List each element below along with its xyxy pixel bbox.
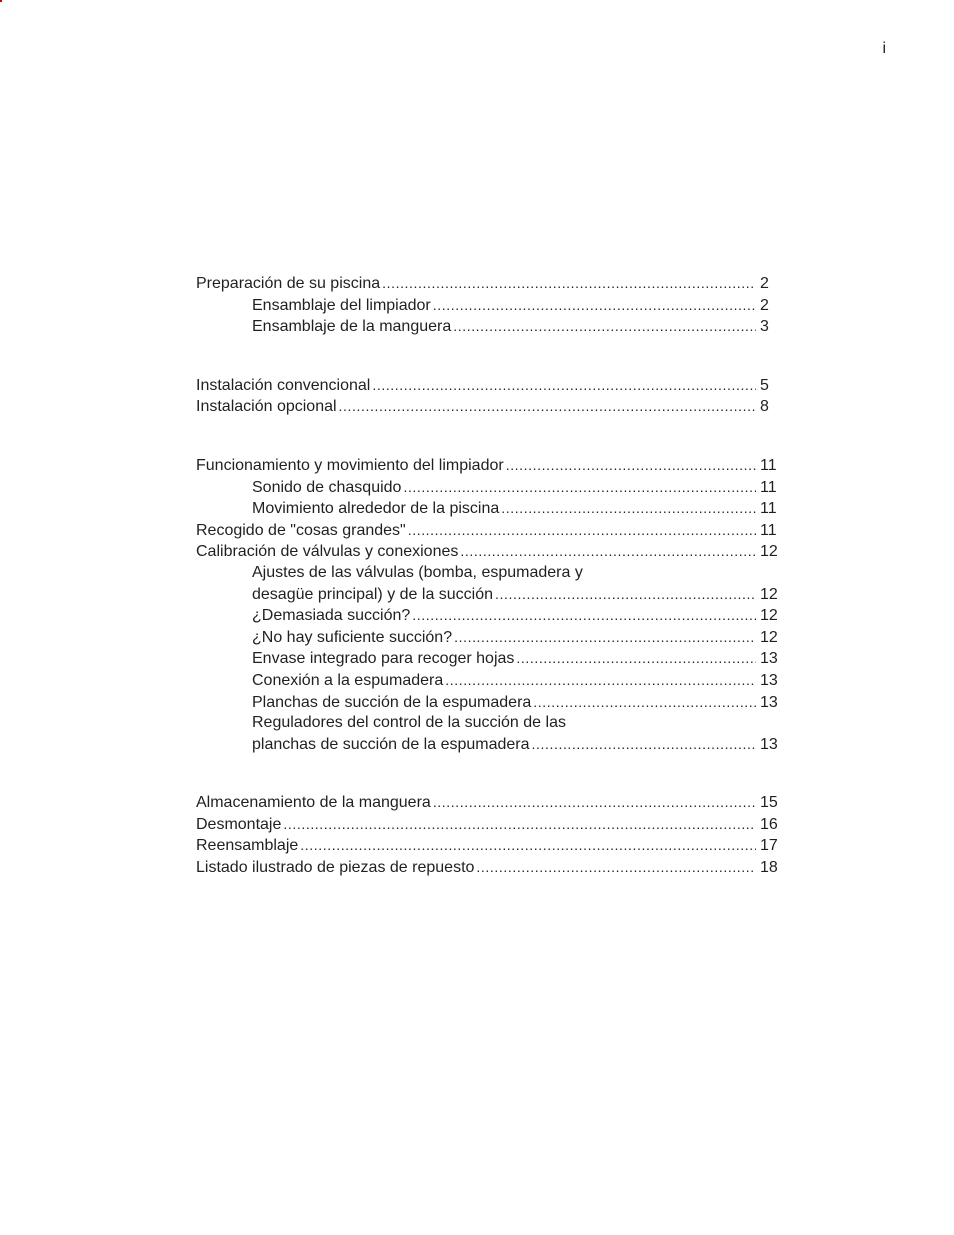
toc-entry[interactable] — [196, 520, 778, 542]
toc-subentry[interactable] — [196, 295, 778, 317]
toc-subentry-multiline[interactable] — [196, 563, 778, 605]
toc-subentry[interactable] — [196, 316, 778, 338]
toc-entry-title: ¿Demasiada succión? — [252, 607, 411, 625]
toc-entry-page: 13 — [760, 735, 778, 753]
toc-entry-title: ¿No hay suficiente succión? — [252, 628, 453, 646]
toc-subentry[interactable] — [196, 648, 778, 670]
dot-leader — [339, 396, 756, 417]
toc-entry[interactable] — [196, 857, 778, 879]
toc-entry-title: Calibración de válvulas y conexiones — [196, 543, 459, 561]
toc-entry-page: 18 — [760, 859, 778, 877]
toc-entry-page: 12 — [760, 543, 778, 561]
toc-entry[interactable] — [196, 541, 778, 563]
toc-subentry[interactable] — [196, 477, 778, 499]
toc-subentry[interactable] — [196, 670, 778, 692]
toc-entry-title: Movimiento alrededor de la piscina — [252, 500, 500, 518]
toc-entry-title: Conexión a la espumadera — [252, 671, 444, 689]
dot-leader — [501, 498, 756, 519]
toc-entry-title: Instalación opcional — [196, 398, 337, 416]
toc-entry-title: Ensamblaje de la manguera — [252, 318, 452, 336]
toc-entry-title: Desmontaje — [196, 815, 282, 833]
corner-crop-mark — [0, 0, 2, 2]
toc-group-instalacion — [196, 375, 778, 418]
dot-leader — [495, 584, 756, 605]
toc-entry-page: 5 — [760, 376, 769, 394]
toc-entry-title-line2: planchas de succión de la espumadera — [252, 735, 530, 753]
toc-entry-page: 11 — [760, 478, 777, 496]
toc-entry[interactable] — [196, 792, 778, 814]
toc-entry-page: 11 — [760, 521, 777, 539]
dot-leader — [460, 541, 756, 562]
toc-group-funcionamiento — [196, 455, 778, 755]
toc-subentry[interactable] — [196, 627, 778, 649]
dot-leader — [476, 857, 756, 878]
toc-entry-page: 11 — [760, 500, 777, 518]
toc-entry[interactable] — [196, 396, 778, 418]
toc-entry-title: Ensamblaje del limpiador — [252, 296, 431, 314]
toc-entry-title: Reensamblaje — [196, 837, 299, 855]
dot-leader — [532, 734, 756, 755]
toc-entry-page: 3 — [760, 318, 769, 336]
dot-leader — [454, 627, 756, 648]
dot-leader — [506, 455, 756, 476]
page-number: i — [882, 40, 886, 57]
toc-entry-title-line2: desagüe principal) y de la succión — [252, 585, 494, 603]
dot-leader — [433, 792, 756, 813]
toc-entry-page: 8 — [760, 398, 769, 416]
toc-entry-page: 12 — [760, 607, 778, 625]
toc-entry-title-line1: Reguladores del control de la succión de las — [252, 714, 566, 732]
dot-leader — [533, 692, 756, 713]
toc-entry-page: 2 — [760, 296, 769, 314]
dot-leader — [372, 375, 756, 396]
toc-entry-page: 13 — [760, 693, 778, 711]
dot-leader — [382, 273, 756, 294]
toc-entry-title: Instalación convencional — [196, 376, 371, 394]
toc-entry-page: 17 — [760, 837, 778, 855]
toc-entry-title: Preparación de su piscina — [196, 275, 381, 292]
toc-entry-page: 15 — [760, 794, 778, 812]
toc-entry[interactable] — [196, 455, 778, 477]
toc-entry[interactable] — [196, 375, 778, 397]
dot-leader — [300, 835, 756, 856]
toc-entry-title: Recogido de "cosas grandes" — [196, 521, 406, 539]
toc-entry[interactable] — [196, 835, 778, 857]
toc-entry-page: 13 — [760, 650, 778, 668]
table-of-contents — [196, 273, 778, 916]
toc-entry-page: 2 — [760, 275, 769, 292]
toc-entry-title-line1: Ajustes de las válvulas (bomba, espumadera y — [252, 563, 583, 581]
dot-leader — [445, 670, 756, 691]
dot-leader — [403, 477, 756, 498]
toc-entry-page: 11 — [760, 456, 777, 474]
toc-entry-title: Planchas de succión de la espumadera — [252, 693, 532, 711]
toc-subentry[interactable] — [196, 692, 778, 714]
toc-entry-title: Envase integrado para recoger hojas — [252, 650, 515, 668]
toc-entry-title: Almacenamiento de la manguera — [196, 794, 431, 812]
dot-leader — [408, 520, 756, 541]
dot-leader — [283, 814, 756, 835]
toc-entry-page: 12 — [760, 585, 778, 603]
toc-group-almacenamiento — [196, 792, 778, 878]
toc-entry-title: Funcionamiento y movimiento del limpiador — [196, 456, 504, 474]
toc-entry-page: 13 — [760, 671, 778, 689]
toc-entry-title: Listado ilustrado de piezas de repuesto — [196, 859, 475, 877]
dot-leader — [516, 648, 756, 669]
dot-leader — [412, 605, 756, 626]
toc-entry-page: 12 — [760, 628, 778, 646]
toc-group-preparacion — [196, 273, 778, 338]
toc-entry[interactable] — [196, 273, 778, 295]
toc-entry[interactable] — [196, 814, 778, 836]
toc-subentry[interactable] — [196, 498, 778, 520]
toc-entry-page: 16 — [760, 815, 778, 833]
dot-leader — [453, 316, 756, 337]
toc-entry-title: Sonido de chasquido — [252, 478, 402, 496]
toc-subentry-multiline[interactable] — [196, 713, 778, 755]
toc-subentry[interactable] — [196, 605, 778, 627]
dot-leader — [433, 295, 756, 316]
